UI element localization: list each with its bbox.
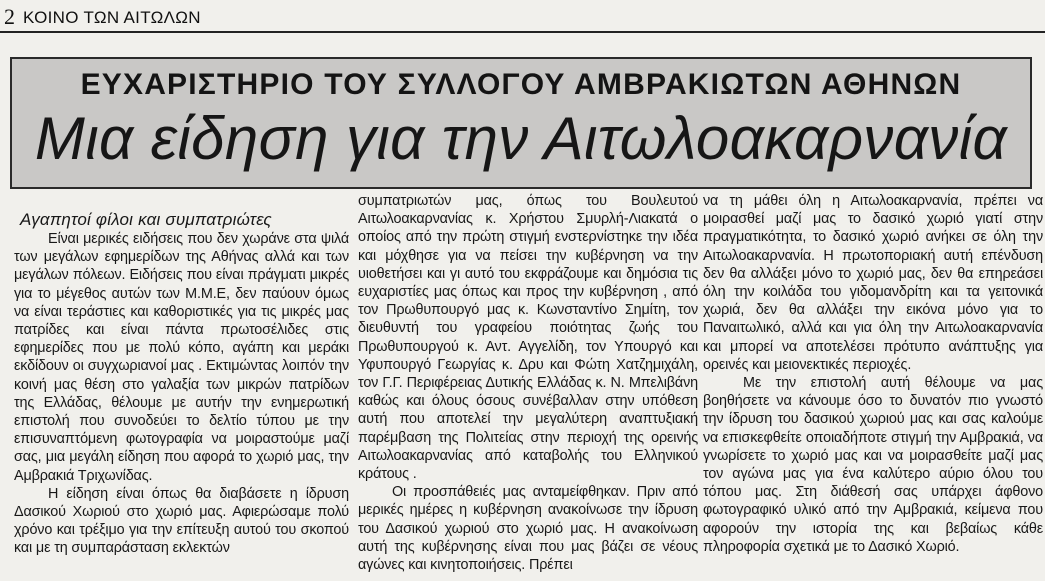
article-salutation: Αγαπητοί φίλοι και συμπατριώτες xyxy=(20,210,272,229)
article-headline: ΕΥΧΑΡΙΣΤΗΡΙΟ ΤΟΥ ΣΥΛΛΟΓΟΥ ΑΜΒΡΑΚΙΩΤΩΝ ΑΘΗΝΩΝ xyxy=(80,68,962,101)
page-number: 2 xyxy=(4,4,15,29)
title-box xyxy=(10,57,1032,189)
article-column-2 xyxy=(358,192,698,581)
article-paragraph: Οι προσπάθειές μας ανταμείφθηκαν. Πριν από μερικές ημέρες η κυβέρνηση ανακοίνωσε την ίδρυση του Δασικού χωριού στο χωριό μας. Η ανακοίνωση αυτή της κυβέρνησης είναι που μας βάζει σε νέους αγώνες και κινητοποιήσεις. Πρέπει xyxy=(358,484,698,574)
article-paragraph: Είναι μερικές ειδήσεις που δεν χωράνε στα ψιλά των μεγάλων εφημερίδων της Αθήνας αλλά και των μεγάλων πόλεων. Ειδήσεις που είναι πράγματι μικρές για το μέγεθος αυτών των Μ.Μ.Ε, δεν παύουν όμως να είναι τεράστιες και καθοριστικές για τις μικρές μας πατρίδες και είναι πάντα πρωτοσέλιδες στις εφημερίδες που με πολύ κόπο, αγάπη και μεράκι εκδίδουν οι συγχωριανοί μας . Εκτιμώντας λοιπόν την κοινή μας θέση στο γαλαξία των μικρών πατρίδων της Ελλάδας, θέλουμε με αυτήν την ενημερωτική επιστολή που συνοδεύει το δελτίο τύπου με την επισυναπτόμενη φωτογραφία να μοιραστούμε μαζί σας, μια μεγάλη είδηση που αφορά το χωριό μας, την Αμβρακιά Τριχωνίδας. xyxy=(14,231,349,484)
article-paragraph: Με την επιστολή αυτή θέλουμε να μας βοηθήσετε να κάνουμε όσο το δυνατόν πιο γνωστό την ίδρυση του δασικού χωριού μας και σας καλούμε να επισκεφθείτε οποιαδήποτε στιγμή την Αμβρακιά, να γνωρίσετε το χωριό μας και να μοιρασθείτε μαζί μας τον αγώνα μας για ένα καλύτερο αύριο όλου του τόπου μας. Στη διάθεσή σας υπάρχει άφθονο φωτογραφικό υλικό από την Αμβρακιά, κείμενα που αφορούν την ιστορία της και βεβαίως κάθε πληροφορία σχετικά με το Δασικό Χωριό. xyxy=(703,375,1043,555)
article-column-3 xyxy=(703,192,1043,581)
article-subheadline: Μια είδηση για την Αιτωλοακαρνανία xyxy=(34,105,1008,172)
article-paragraph: να τη μάθει όλη η Αιτωλοακαρνανία, πρέπει να μοιρασθεί μαζί μας το δασικό χωριό γιατί στην πραγματικότητα, το δασικό χωριό ανήκει σε όλη την Αιτωλοακαρνανία. Η πρωτοποριακή αυτή επένδυση δεν θα αλλάξει μόνο το χωριό μας, δεν θα επηρεάσει όλη την κοιλάδα του γιδομανδρίτη και τα γειτονικά χωριά, δεν θα αλλάξει την εικόνα μόνο για το Παναιτωλικό, αλλά και για όλη την Αιτωλοακαρνανία και μπορεί να αποτελέσει πρότυπο ανάπτυξης για ορεινές και μειονεκτικές περιοχές. xyxy=(703,193,1043,373)
article-paragraph: συμπατριωτών μας, όπως του Βουλευτού Αιτωλοακαρνανίας κ. Χρήστου Σμυρλή-Λιακατά ο οποίος από την πρώτη στιγμή ενστερνίστηκε την ιδέα και μόχθησε για να πείσει την κυβέρνηση να την υιοθετήσει και γι αυτό του εκφράζουμε και δημόσια τις ευχαριστίες μας όπως και προς την κυβέρνηση , από τον Πρωθυπουργό μας κ. Κωνσταντίνο Σημίτη, τον διευθυντή του γραφείου ποιότητας ζωής του Πρωθυπουργού κ. Αντ. Αγγελίδη, τον Υπουργό και Υφυπουργό Γεωργίας κ. Δρυ και Φώτη Χατζημιχάλη, τον Γ.Γ. Περιφέρειας Δυτικής Ελλάδας κ. Ν. Μπελιβάνη καθώς και όλους όσους συνέβαλλαν στην υπόθεση αυτή που αποτελεί την μεγαλύτερη αναπτυξιακή παρέμβαση της Πολιτείας στην περιοχή της ορεινής Αιτωλοακαρνανίας από καταβολής του Ελληνικού κράτους . xyxy=(358,193,698,483)
article-column-1 xyxy=(14,210,349,581)
article-paragraph: Η είδηση είναι όπως θα διαβάσετε η ίδρυση Δασικού Χωριού στο χωριό μας. Αφιερώσαμε πολύ χρόνο και τρέξιμο για την επίτευξη αυτού του σκοπού και με τη συμπαράσταση εκλεκτών xyxy=(14,485,349,557)
page-header xyxy=(4,2,1045,28)
newspaper-name: ΚΟΙΝΟ ΤΩΝ ΑΙΤΩΛΩΝ xyxy=(23,8,201,27)
header-rule xyxy=(0,31,1045,33)
